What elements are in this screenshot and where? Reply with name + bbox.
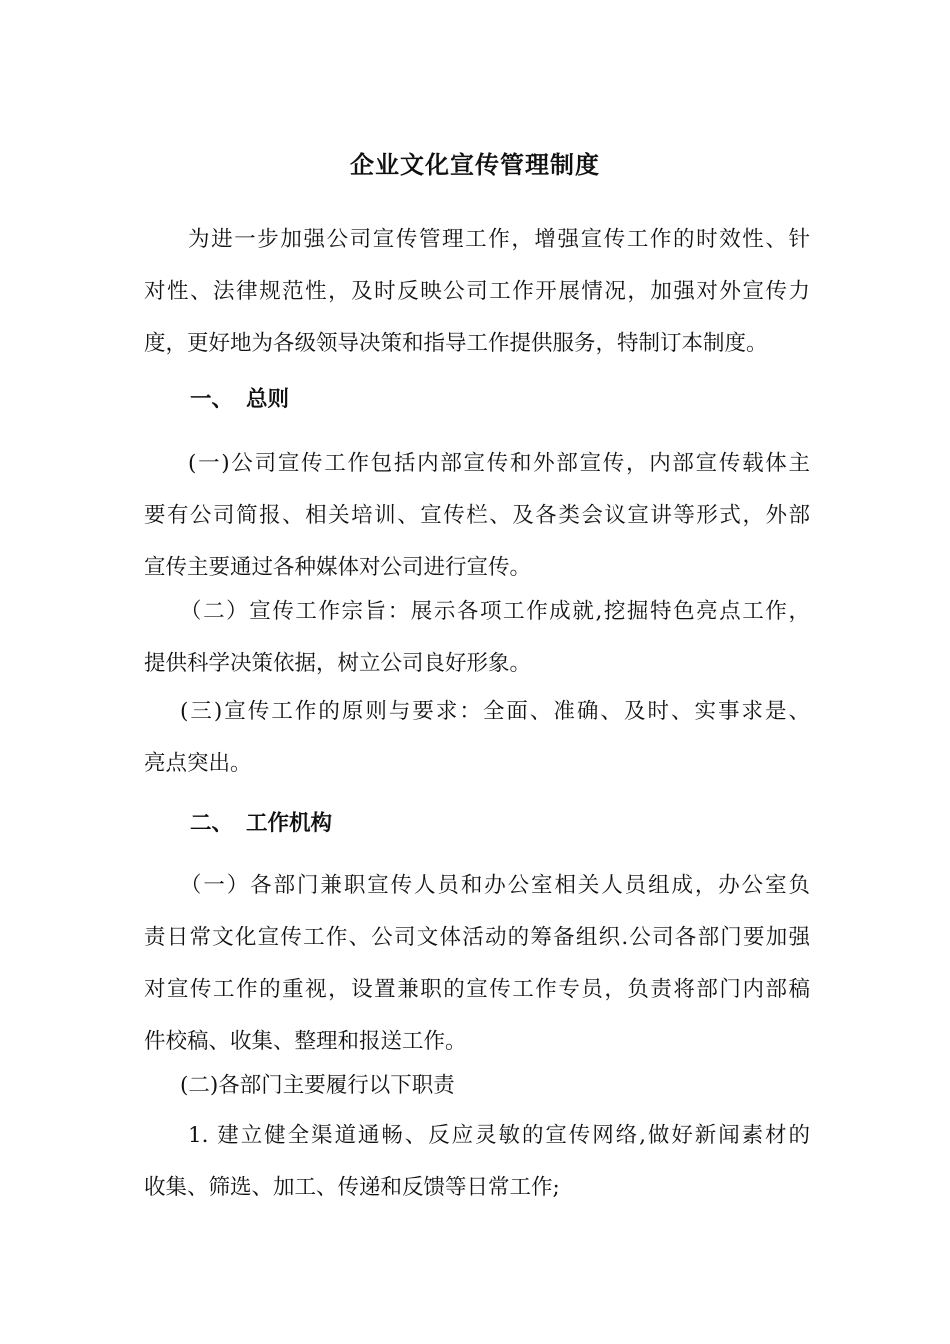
intro-line: 为进一步加强公司宣传管理工作，增强宣传工作的时效性、针 xyxy=(188,227,810,252)
paragraph-line: 宣传主要通过各种媒体对公司进行宣传。 xyxy=(144,555,532,580)
section-title: 总则 xyxy=(246,387,290,412)
section1-item3 xyxy=(144,686,810,790)
paragraph-line: (二)各部门主要履行以下职责 xyxy=(180,1073,455,1098)
paragraph-line: 收集、筛选、加工、传递和反馈等日常工作; xyxy=(144,1175,560,1200)
section-number: 一、 xyxy=(190,387,234,412)
paragraph-line: 要有公司简报、相关培训、宣传栏、及各类会议宣讲等形式，外部 xyxy=(144,503,810,528)
section-heading-general xyxy=(190,374,289,426)
paragraph-line: (三)宣传工作的原则与要求：全面、准确、及时、实事求是、 xyxy=(180,699,810,724)
section-heading-organization xyxy=(190,798,332,850)
document-title: 企业文化宣传管理制度 xyxy=(350,150,600,179)
section2-item2 xyxy=(144,1060,810,1112)
paragraph-line: 亮点突出。 xyxy=(144,751,252,776)
paragraph-line: (一)公司宣传工作包括内部宣传和外部宣传，内部宣传载体主 xyxy=(188,451,810,476)
paragraph-line: 责日常文化宣传工作、公司文体活动的筹备组织.公司各部门要加强 xyxy=(144,925,810,950)
section2-item1 xyxy=(144,860,810,1068)
intro-paragraph xyxy=(144,214,810,370)
section1-item1 xyxy=(144,438,810,594)
paragraph-line: 提供科学决策依据，树立公司良好形象。 xyxy=(144,651,532,676)
paragraph-line: 件校稿、收集、整理和报送工作。 xyxy=(144,1029,467,1054)
intro-line: 对性、法律规范性，及时反映公司工作开展情况，加强对外宣传力 xyxy=(144,279,810,304)
paragraph-line: 1. 建立健全渠道通畅、反应灵敏的宣传网络,做好新闻素材的 xyxy=(188,1123,810,1148)
section2-duty1 xyxy=(144,1110,810,1214)
paragraph-line: （二）宣传工作宗旨：展示各项工作成就,挖掘特色亮点工作， xyxy=(180,599,810,624)
section-title: 工作机构 xyxy=(246,811,333,836)
paragraph-line: 对宣传工作的重视，设置兼职的宣传工作专员，负责将部门内部稿 xyxy=(144,977,810,1002)
intro-line: 度，更好地为各级领导决策和指导工作提供服务，特制订本制度。 xyxy=(144,331,768,356)
section-number: 二、 xyxy=(190,811,234,836)
paragraph-line: （一）各部门兼职宣传人员和办公室相关人员组成，办公室负 xyxy=(180,873,810,898)
section1-item2 xyxy=(144,586,810,690)
